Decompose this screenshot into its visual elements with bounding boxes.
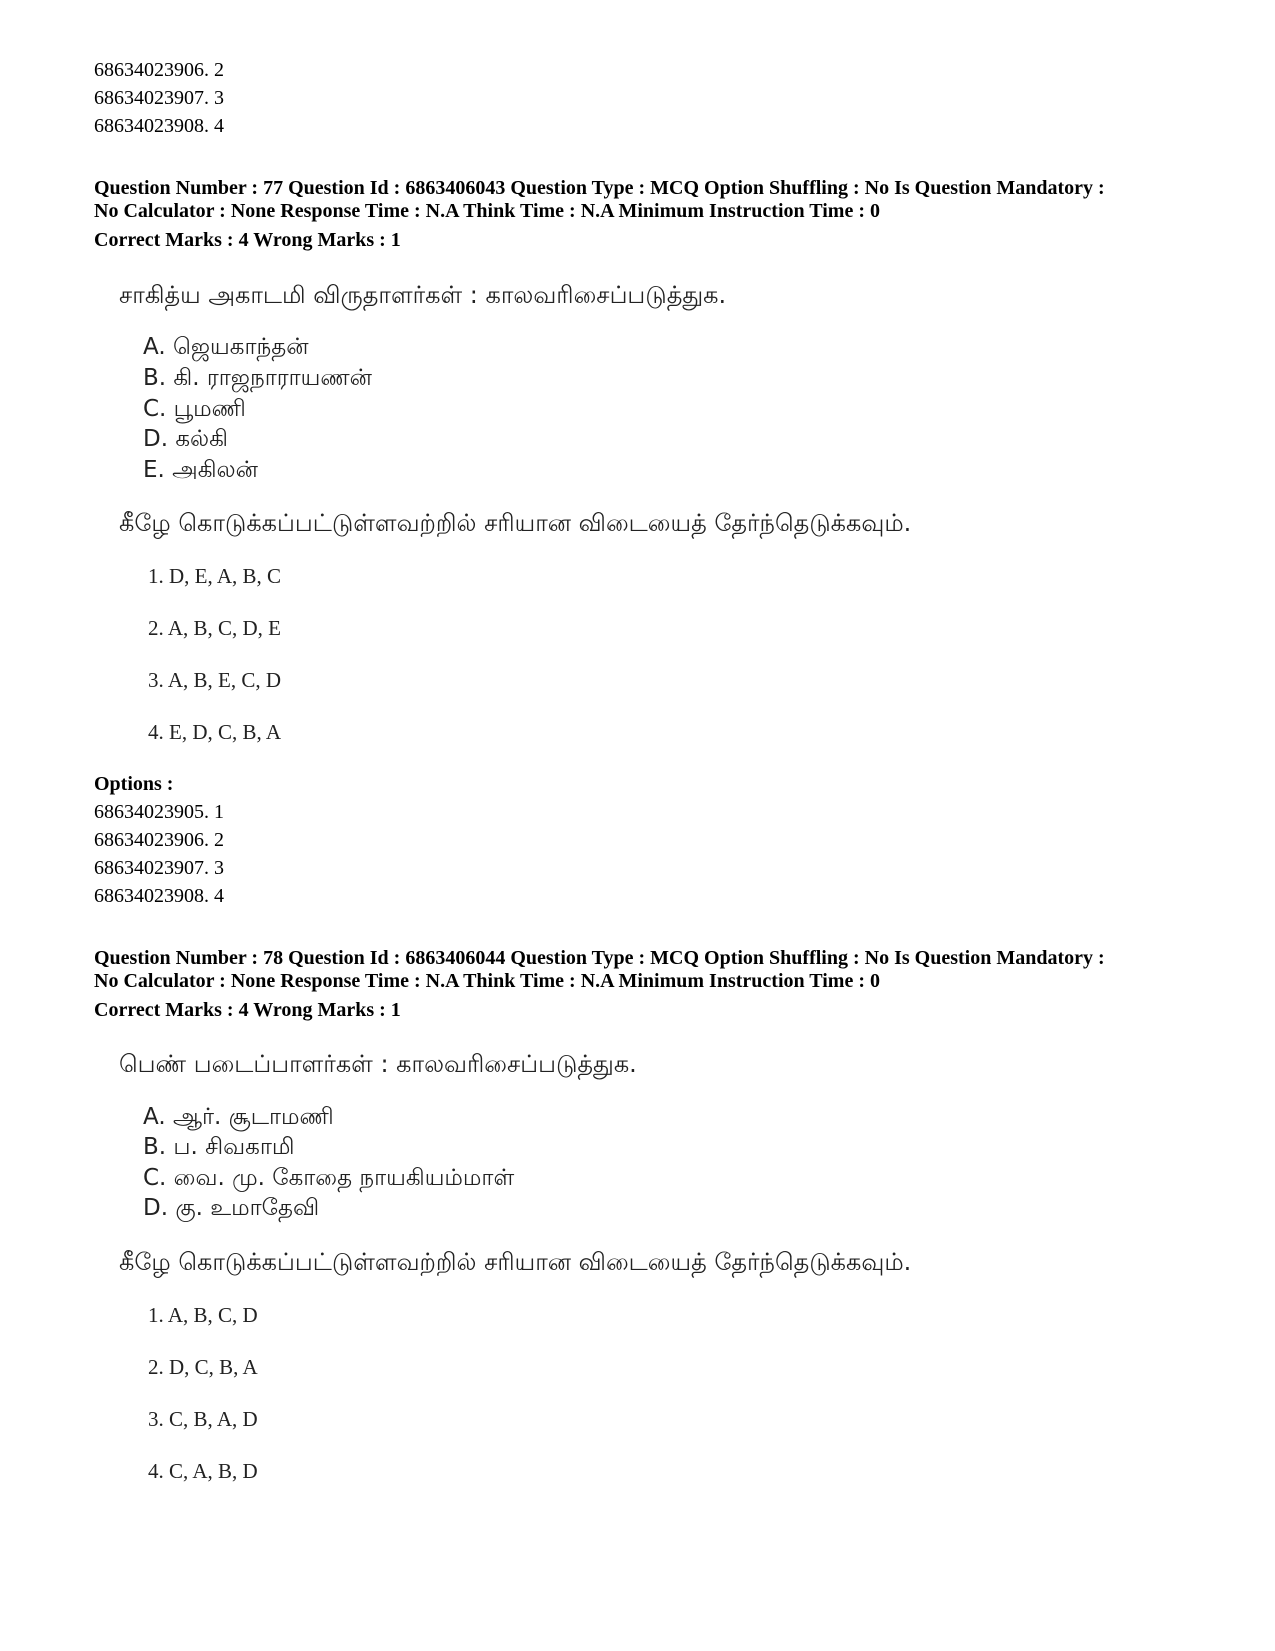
- question-instruction: கீழே கொடுக்கப்பட்டுள்ளவற்றில் சரியான விடையைத் தேர்ந்தெடுக்கவும்.: [119, 509, 912, 537]
- question-item-d: D. கல்கி: [143, 426, 228, 452]
- option-line: 68634023907. 3: [94, 87, 224, 109]
- question-marks: Correct Marks : 4 Wrong Marks : 1: [94, 999, 401, 1021]
- question-item-a: A. ஆர். சூடாமணி: [143, 1104, 334, 1130]
- options-label: Options :: [94, 773, 174, 795]
- question-text: சாகித்ய அகாடமி விருதாளர்கள் : காலவரிசைப்படுத்துக.: [119, 281, 727, 309]
- option-line: 68634023908. 4: [94, 115, 224, 137]
- question-item-d: D. கு. உமாதேவி: [143, 1195, 320, 1221]
- question-text: பெண் படைப்பாளர்கள் : காலவரிசைப்படுத்துக.: [119, 1050, 637, 1078]
- option-line: 68634023906. 2: [94, 829, 224, 851]
- option-line: 68634023908. 4: [94, 885, 224, 907]
- option-line: 68634023905. 1: [94, 801, 224, 823]
- answer-choice-1: 1. D, E, A, B, C: [148, 564, 282, 588]
- question-meta-line2: No Calculator : None Response Time : N.A Think Time : N.A Minimum Instruction Time : 0: [94, 200, 880, 222]
- answer-choice-2: 2. A, B, C, D, E: [148, 616, 282, 640]
- answer-choice-3: 3. A, B, E, C, D: [148, 668, 282, 692]
- answer-choice-4: 4. C, A, B, D: [148, 1459, 258, 1483]
- answer-choice-3: 3. C, B, A, D: [148, 1407, 258, 1431]
- answer-choice-1: 1. A, B, C, D: [148, 1303, 258, 1327]
- question-item-b: B. ப. சிவகாமி: [143, 1134, 295, 1160]
- question-meta-line2: No Calculator : None Response Time : N.A Think Time : N.A Minimum Instruction Time : 0: [94, 970, 880, 992]
- answer-choice-2: 2. D, C, B, A: [148, 1355, 258, 1379]
- question-item-a: A. ஜெயகாந்தன்: [143, 334, 309, 360]
- question-instruction: கீழே கொடுக்கப்பட்டுள்ளவற்றில் சரியான விடையைத் தேர்ந்தெடுக்கவும்.: [119, 1248, 912, 1276]
- question-meta-line1: Question Number : 77 Question Id : 6863406043 Question Type : MCQ Option Shuffling : No Is Question Mandatory :: [94, 177, 1105, 199]
- option-line: 68634023906. 2: [94, 59, 224, 81]
- question-item-c: C. பூமணி: [143, 396, 246, 422]
- option-line: 68634023907. 3: [94, 857, 224, 879]
- question-meta-line1: Question Number : 78 Question Id : 6863406044 Question Type : MCQ Option Shuffling : No Is Question Mandatory :: [94, 947, 1105, 969]
- question-item-b: B. கி. ராஜநாராயணன்: [143, 365, 372, 391]
- answer-choice-4: 4. E, D, C, B, A: [148, 720, 282, 744]
- question-marks: Correct Marks : 4 Wrong Marks : 1: [94, 229, 401, 251]
- question-item-c: C. வை. மு. கோதை நாயகியம்மாள்: [143, 1165, 515, 1191]
- question-item-e: E. அகிலன்: [143, 457, 258, 483]
